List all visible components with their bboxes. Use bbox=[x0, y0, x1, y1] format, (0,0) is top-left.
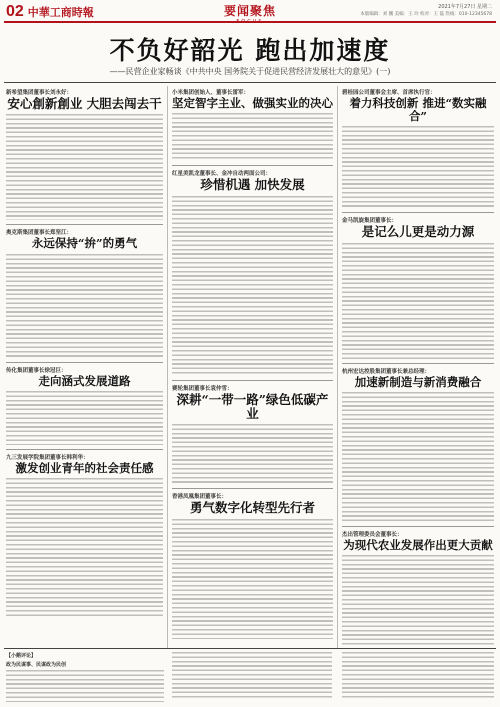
issue-date: 2021年7月27日 星期二 bbox=[438, 4, 492, 10]
editor-credits: 本版编辑：刘 鹏 美编：王 玲 校对：王 磊 热线：010-12345678 bbox=[360, 12, 492, 17]
article-kicker: 赛轮集团董事长袁仲雪： bbox=[172, 385, 233, 392]
footer-body bbox=[172, 652, 332, 698]
article-title: 激发创业青年的社会责任感 bbox=[15, 460, 154, 475]
article-body bbox=[6, 478, 163, 618]
article-body bbox=[172, 424, 333, 484]
article-divider bbox=[342, 526, 494, 527]
column-divider bbox=[337, 86, 338, 649]
column-right bbox=[342, 88, 494, 651]
footer-column-right bbox=[342, 652, 494, 702]
article-divider bbox=[172, 488, 333, 489]
article-body bbox=[342, 555, 494, 647]
article-kicker: 奥克斯集团董事长郑坚江： bbox=[6, 230, 73, 237]
article-kicker: 传化集团董事长徐冠巨： bbox=[6, 367, 67, 374]
article-title: 为现代农业发展作出更大贡献 bbox=[343, 538, 493, 553]
article-body bbox=[6, 114, 163, 220]
column-middle bbox=[172, 88, 333, 643]
article-divider bbox=[172, 380, 333, 381]
article-kicker: 香港凤凰集团董事长： bbox=[172, 494, 228, 501]
article-body bbox=[172, 113, 333, 161]
article-body bbox=[342, 243, 494, 359]
article-kicker: 杰出管理委员会董事长： bbox=[342, 532, 403, 539]
article-body bbox=[6, 254, 163, 358]
article-kicker: 金马凯旋集团董事长： bbox=[342, 218, 398, 225]
article-kicker: 红星美凯龙董事长、金冲自动两面公司： bbox=[172, 171, 272, 178]
article-kicker: 新希望集团董事长刘永好： bbox=[6, 90, 73, 96]
article-kicker: 碧桂园公司董事会主席、首席执行官： bbox=[342, 90, 436, 96]
article-kicker: 小米集团创始人、董事长雷军： bbox=[172, 90, 250, 96]
masthead-left bbox=[6, 3, 94, 21]
article-title: 走向涵式发展道路 bbox=[38, 373, 131, 388]
footer-body bbox=[342, 652, 494, 698]
article-divider bbox=[342, 363, 494, 364]
footer-title: 【小鹅评论】 bbox=[6, 653, 37, 659]
article-title: 安心創新創业 大胆去闯去干 bbox=[7, 96, 162, 111]
article-title: 加速新制造与新消费融合 bbox=[354, 374, 482, 389]
article-body bbox=[172, 519, 333, 639]
article-kicker: 九三发展学院集团董事长韩利华： bbox=[6, 454, 89, 461]
headline-rule bbox=[4, 82, 496, 83]
paper-name: 中華工商時報 bbox=[27, 7, 94, 19]
article-divider bbox=[172, 165, 333, 166]
footer-kicker: 政为民谋事、民谋政为民创 bbox=[6, 662, 67, 668]
main-subheadline: ——民营企业家畅谈《中共中央 国务院关于促进民营经济发展壮大的意见》(一) bbox=[109, 67, 391, 76]
article-divider bbox=[6, 449, 163, 450]
page-number: 02 bbox=[6, 3, 24, 20]
article-title: 是记么儿更是动力源 bbox=[361, 224, 475, 240]
article-body bbox=[342, 126, 494, 208]
article-body bbox=[6, 391, 163, 445]
article-body bbox=[172, 196, 333, 376]
footer-commentary bbox=[6, 652, 494, 702]
article-kicker: 杭州宏达控股集团董事长兼总经理： bbox=[342, 368, 431, 375]
article-title: 珍惜机遇 加快发展 bbox=[200, 177, 305, 193]
footer-column-left bbox=[6, 652, 164, 702]
header-rule bbox=[4, 21, 496, 23]
article-divider bbox=[6, 362, 163, 363]
article-title: 永远保持“拚”的勇气 bbox=[31, 236, 138, 251]
article-title: 深耕“一带一路”绿色低碳产业 bbox=[176, 391, 329, 421]
footer-column-middle bbox=[172, 652, 332, 702]
article-divider bbox=[342, 212, 494, 213]
column-left bbox=[6, 88, 163, 622]
article-title: 坚定智字主业、做强实业的决心 bbox=[172, 96, 333, 110]
article-body bbox=[342, 392, 494, 522]
page-header bbox=[0, 0, 500, 22]
footer-body bbox=[6, 670, 164, 702]
section-title: 要闻聚焦 bbox=[223, 4, 276, 18]
footer-rule bbox=[4, 648, 496, 649]
main-headline: 不负好韶光 跑出加速度 bbox=[109, 36, 391, 65]
article-title: 勇气数字化转型先行者 bbox=[189, 500, 315, 516]
article-divider bbox=[6, 224, 163, 225]
article-title: 着力科技创新 推进“数实融合” bbox=[349, 96, 487, 124]
column-divider bbox=[167, 86, 168, 649]
